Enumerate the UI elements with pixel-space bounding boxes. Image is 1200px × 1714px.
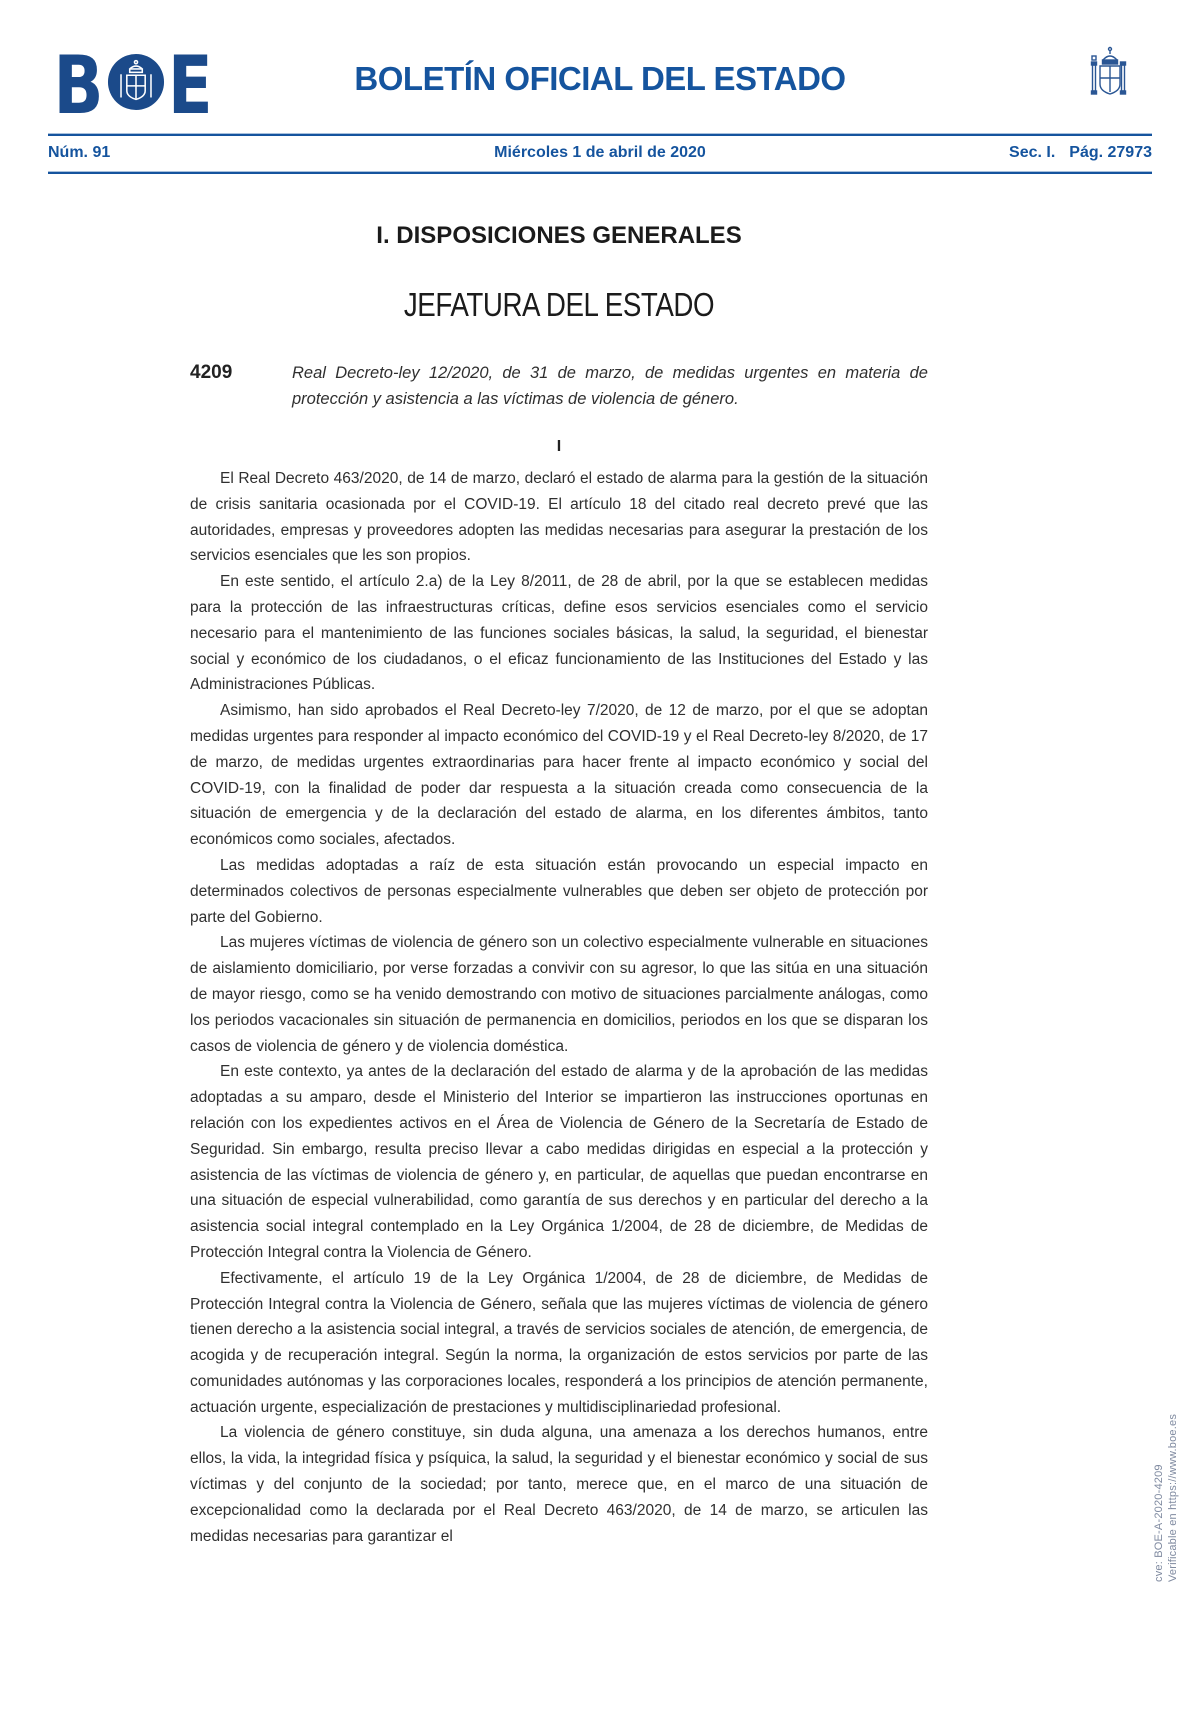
issue-date: Miércoles 1 de abril de 2020 (494, 143, 706, 161)
paragraph: Las mujeres víctimas de violencia de género son un colectivo especialmente vulnerable en situaciones de aislamiento domiciliario, por verse forzadas a convivir con su agresor, lo que las sitúa en una situación de mayor riesgo, como se ha venido demostrando con motivo de situaciones parcialmente análogas, como los periodos vacacionales sin situación de permanencia en domicilios, periodos en los que se disparan los casos de violencia de género y de violencia doméstica. (190, 934, 928, 1055)
issuer-heading: JEFATURA DEL ESTADO (403, 286, 715, 323)
spain-coat-of-arms-icon (1089, 46, 1127, 115)
header-rule-bottom (48, 171, 1152, 174)
page-label: Pág. 27973 (1069, 143, 1152, 161)
verification-url: Verificable en https://www.boe.es (1167, 1413, 1179, 1582)
disposition-number: 4209 (190, 362, 233, 383)
paragraph: Efectivamente, el artículo 19 de la Ley Orgánica 1/2004, de 28 de diciembre, de Medidas de Protección Integral contra la Violencia de Género, señala que las mujeres víctimas de violencia de género tienen derecho a la asistencia social integral, a través de servicios sociales de atención, de emergencia, de acogida y de recuperación integral. Según la norma, la organización de estos servicios por parte de las comunidades autónomas y las corporaciones locales, responderá a los principios de atención permanente, actuación urgente, especialización de prestaciones y multidisciplinariedad profesional. (190, 1269, 928, 1416)
verification-sidebar (1152, 1414, 1180, 1582)
disposition-title: Real Decreto-ley 12/2020, de 31 de marzo, de medidas urgentes en materia de protección y asistencia a las víctimas de violencia de género. (292, 364, 928, 408)
boe-logo-letter-e: E (167, 39, 213, 132)
cve-code: cve: BOE-A-2020-4209 (1153, 1464, 1165, 1582)
boe-logo-letter-b: B (53, 39, 104, 132)
header-meta-row (48, 136, 1152, 169)
paragraph: En este contexto, ya antes de la declaración del estado de alarma y de la aprobación de las medidas adoptadas a su amparo, desde el Ministerio del Interior se impartieron las instrucciones oportunas en relación con los expedientes activos en el Área de Violencia de Género de la Secretaría de Estado de Seguridad. Sin embargo, resulta preciso llevar a cabo medidas dirigidas en especial a la protección y asistencia de las víctimas de violencia de género y, en particular, de aquellas que puedan encontrarse en una situación de especial vulnerabilidad, como garantía de sus derechos y en particular del derecho a la asistencia social integral contemplado en la Ley Orgánica 1/2004, de 28 de diciembre, de Medidas de Protección Integral contra la Violencia de Género. (190, 1063, 928, 1261)
paragraph: La violencia de género constituye, sin duda alguna, una amenaza a los derechos humanos, entre ellos, la vida, la integridad física y psíquica, la salud, la seguridad y el bienestar económico y social de sus víctimas y del conjunto de la sociedad; por tanto, merece que, en el marco de una situación de excepcionalidad como la declarada por el Real Decreto 463/2020, de 14 de marzo, se articulen las medidas necesarias para garantizar el (190, 1424, 928, 1545)
section-heading: I. DISPOSICIONES GENERALES (376, 222, 742, 249)
paragraph: Asimismo, han sido aprobados el Real Decreto-ley 7/2020, de 12 de marzo, por el que se adoptan medidas urgentes para responder al impacto económico del COVID-19 y el Real Decreto-ley 8/2020, de 17 de marzo, de medidas urgentes extraordinarias para hacer frente al impacto económico y social del COVID-19, con la finalidad de poder dar respuesta a la situación creada como consecuencia de la situación de emergencia y de la declaración del estado de alarma, en los diferentes ámbitos, tanto económicos como sociales, afectados. (190, 702, 928, 849)
document-content (190, 222, 928, 1549)
section-label: Sec. I. (1009, 143, 1056, 161)
paragraph: Las medidas adoptadas a raíz de esta situación están provocando un especial impacto en determinados colectivos de personas especialmente vulnerables que deben ser objeto de protección por parte del Gobierno. (190, 856, 928, 926)
disposition-item (190, 340, 928, 412)
header-masthead (48, 0, 1152, 131)
issue-number: Núm. 91 (48, 143, 111, 161)
paragraph: El Real Decreto 463/2020, de 14 de marzo, declaró el estado de alarma para la gestión de la situación de crisis sanitaria ocasionada por el COVID-19. El artículo 18 del citado real decreto prevé que las autoridades, empresas y proveedores adopten las medidas necesarias para asegurar la prestación de los servicios esenciales que les son propios. (190, 470, 928, 565)
masthead-title: BOLETÍN OFICIAL DEL ESTADO (354, 60, 846, 97)
page-header (48, 0, 1152, 174)
paragraph: En este sentido, el artículo 2.a) de la Ley 8/2011, de 28 de abril, por la que se establecen medidas para la protección de las infraestructuras críticas, define esos servicios esenciales como el servicio necesario para el mantenimiento de las funciones sociales básicas, la salud, la seguridad, el bienestar social y económico de los ciudadanos, o el eficaz funcionamiento de las Instituciones del Estado y las Administraciones Públicas. (190, 573, 928, 694)
part-marker: I (556, 438, 562, 455)
